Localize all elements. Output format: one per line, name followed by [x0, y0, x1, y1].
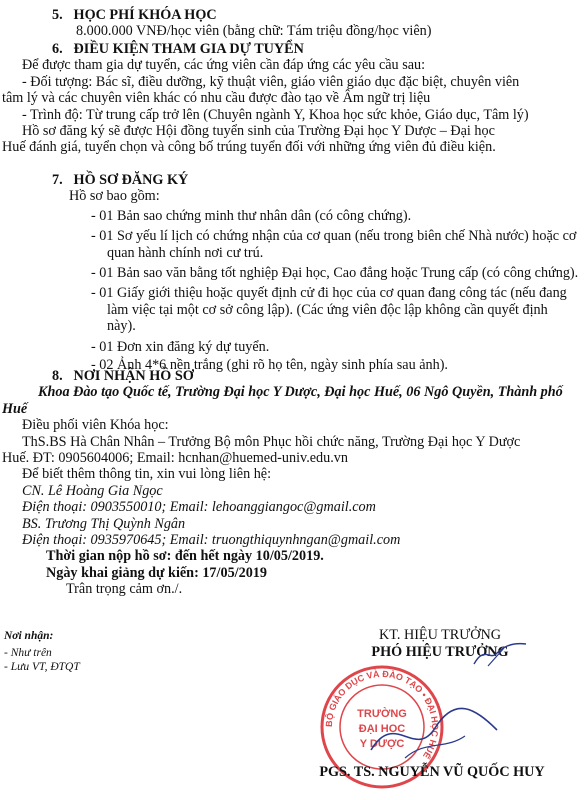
recipients-title: Nơi nhận: — [4, 630, 54, 642]
section-title: NƠI NHẬN HỒ SƠ — [73, 368, 194, 384]
signature-scribble — [365, 700, 505, 770]
eligible-participants-cont: tâm lý và các chuyên viên khác có nhu cầu được đào tạo về Âm ngữ trị liệu — [2, 90, 431, 107]
list-item: - 01 Bản sao chứng minh thư nhân dân (có công chứng). — [91, 207, 412, 224]
contact-name: CN. Lê Hoàng Gia Ngọc — [22, 482, 163, 499]
list-item: - 02 Ảnh 4*6 nền trắng (ghi rõ họ tên, ngày sinh phía sau ảnh). — [91, 357, 448, 374]
coordinator-label: Điều phối viên Khóa học: — [22, 417, 169, 434]
section-application — [0, 172, 580, 373]
list-item: - 01 Đơn xin đăng ký dự tuyển. — [91, 338, 270, 355]
stamp-text: TRƯỜNG — [357, 708, 407, 720]
stamp-text: Y DƯỢC — [359, 738, 405, 750]
section-number: 5. — [52, 7, 63, 23]
tuition-fee: 8.000.000 VNĐ/học viên (bằng chữ: Tám triệu đồng/học viên) — [76, 23, 432, 40]
contact-name: BS. Trương Thị Quỳnh Ngân — [22, 515, 186, 532]
selection-note: Hồ sơ đăng ký sẽ được Hội đồng tuyển sinh của Trường Đại học Y Dược – Đại học — [22, 123, 495, 140]
section-heading — [0, 41, 580, 57]
stamp-ring-text: BỘ GIÁO DỤC VÀ ĐÀO TẠO • ĐẠI HỌC HUẾ — [323, 668, 441, 761]
signature-position: PHÓ HIỆU TRƯỞNG — [371, 644, 509, 661]
list-item: - 01 Bản sao văn bằng tốt nghiệp Đại học, Cao đẳng hoặc Trung cấp (có công chứng). — [91, 265, 579, 282]
list-item: - 01 Giấy giới thiệu hoặc quyết định cử đi học của cơ quan đang công tác (nếu đang làm việc tại một cơ sở công lập). (Các ứng viên độc lập không cần quyết định này). — [91, 285, 567, 335]
signature-mark — [470, 640, 530, 670]
section-heading — [0, 7, 580, 23]
section-heading — [0, 172, 580, 188]
contact-details: Điện thoại: 0903550010; Email: lehoanggiangoc@gmail.com — [22, 499, 376, 516]
section-heading — [0, 368, 580, 384]
recipient-item: - Lưu VT, ĐTQT — [4, 660, 80, 673]
section-title: HỒ SƠ ĐĂNG KÝ — [73, 172, 189, 188]
section-submission — [0, 368, 580, 598]
section-number: 6. — [52, 41, 63, 57]
section-title: HỌC PHÍ KHÓA HỌC — [73, 7, 217, 23]
stamp-text: ĐẠI HỌC — [358, 723, 406, 735]
section-number: 7. — [52, 172, 63, 188]
contact-details: Điện thoại: 0935970645; Email: truongthiquynhngan@gmail.com — [22, 532, 401, 549]
section-title: ĐIỀU KIỆN THAM GIA DỰ TUYỂN — [73, 41, 304, 57]
section-requirements — [0, 41, 580, 156]
submission-address: Khoa Đào tạo Quốc tế, Trường Đại học Y Dược, Đại học Huế, 06 Ngô Quyền, Thành phố — [38, 384, 563, 401]
recipient-item: - Như trên — [4, 647, 52, 660]
submission-deadline: Thời gian nộp hồ sơ: đến hết ngày 10/05/2019. — [46, 548, 324, 565]
course-opening-date: Ngày khai giảng dự kiến: 17/05/2019 — [46, 564, 267, 581]
coordinator-info: ThS.BS Hà Chân Nhân – Trưởng Bộ môn Phục hồi chức năng, Trường Đại học Y Dược — [22, 433, 521, 450]
eligible-participants: - Đối tượng: Bác sĩ, điều dưỡng, kỹ thuật viên, giáo viên giáo dục đặc biệt, chuyên viên — [22, 73, 520, 90]
recipients-block — [4, 628, 80, 674]
requirements-intro: Để được tham gia dự tuyển, các ứng viên cần đáp ứng các yêu cầu sau: — [22, 57, 426, 74]
selection-note-cont: Huế đánh giá, tuyển chọn và công bố trúng tuyển đối với những ứng viên đủ điều kiện. — [2, 139, 496, 156]
signature-line: KT. HIỆU TRƯỞNG — [379, 627, 501, 643]
coordinator-contact: Huế. ĐT: 0905604006; Email: hcnhan@huemed-univ.edu.vn — [2, 450, 348, 467]
signature-title — [300, 627, 580, 661]
application-list — [0, 208, 580, 374]
education-level: - Trình độ: Từ trung cấp trở lên (Chuyên ngành Y, Khoa học sức khỏe, Giáo dục, Tâm lý) — [22, 106, 529, 123]
list-item: - 01 Sơ yếu lí lịch có chứng nhận của cơ quan (nếu trong biên chế Nhà nước) hoặc cơ quan hành chính nơi cư trú. — [91, 228, 577, 261]
closing-thanks: Trân trọng cảm ơn./. — [66, 581, 183, 598]
signer-name: PGS. TS. NGUYỄN VŨ QUỐC HUY — [319, 764, 545, 780]
more-info-label: Để biết thêm thông tin, xin vui lòng liên hệ: — [22, 466, 272, 483]
submission-address-cont: Huế — [2, 400, 28, 417]
section-number: 8. — [52, 368, 63, 384]
section-tuition — [0, 7, 580, 40]
application-intro: Hồ sơ bao gồm: — [69, 188, 160, 205]
